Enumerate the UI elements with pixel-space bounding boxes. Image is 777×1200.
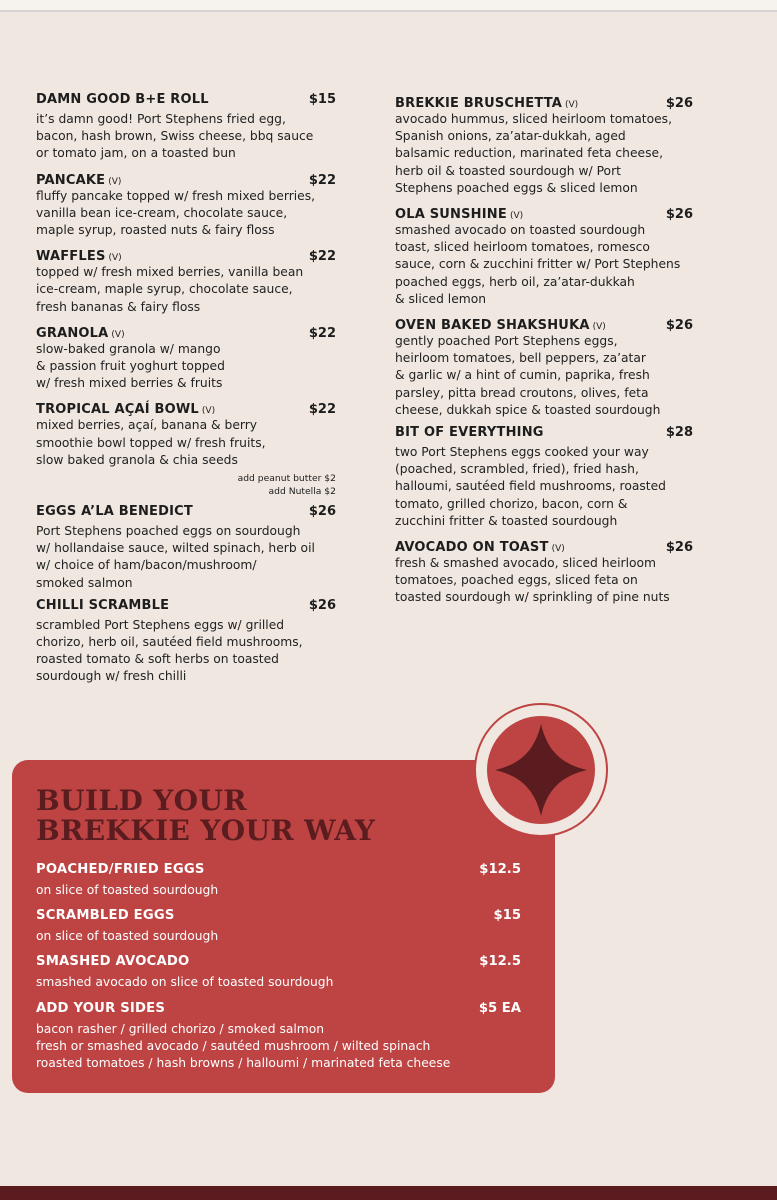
item-desc-line: bacon, hash brown, Swiss cheese, bbq sauce [36,129,314,144]
build-option-sides [36,1001,521,1073]
item-desc-line: fresh & smashed avocado, sliced heirloom [395,556,657,571]
item-name: DAMN GOOD B+E ROLL [36,92,209,107]
item-desc-line: zucchini fritter & toasted sourdough [395,513,618,528]
veg-tag: (V) [509,211,524,222]
item-desc-line: parsley, pitta bread croutons, olives, feta [395,385,649,400]
menu-item-granola [36,322,336,393]
item-desc-line: fresh bananas & fairy floss [36,299,201,314]
item-desc-line: tomato, grilled chorizo, bacon, corn & [395,496,628,511]
star-badge-inner [487,716,595,824]
menu-item-shakshuka [395,314,693,419]
build-option-desc: roasted tomatoes / hash browns / halloumi / marinated feta cheese [36,1056,451,1071]
menu-item-ola-sunshine [395,203,693,308]
item-desc-line: fluffy pancake topped w/ fresh mixed berries, [36,188,316,203]
item-desc-line: chorizo, herb oil, sautéed field mushrooms, [36,635,303,650]
item-price: $22 [308,172,336,188]
item-desc-line: sauce, corn & zucchini fritter w/ Port Stephens [395,257,681,272]
item-desc-line: smoothie bowl topped w/ fresh fruits, [36,435,266,450]
veg-tag: (V) [565,100,579,110]
menu-item-bit-of-everything [395,425,693,530]
item-desc-line: gently poached Port Stephens eggs, [395,334,618,349]
veg-tag: (V) [551,544,565,555]
item-desc-line: slow-baked granola w/ mango [36,341,221,356]
item-price: $26 [665,96,693,111]
menu-item-pancake [36,169,336,240]
item-desc-line: Stephens poached eggs & sliced lemon [395,180,638,195]
item-name: TROPICAL AÇAÍ BOWL [36,402,199,418]
item-desc-line: avocado hummus, sliced heirloom tomatoes, [395,112,672,126]
build-option-price: $12.5 [479,954,521,970]
item-desc-line: & sliced lemon [395,291,487,306]
item-desc-line: w/ choice of ham/bacon/mushroom/ [36,558,257,573]
menu-item-bruschetta [395,92,693,197]
build-option-price: $15 [493,908,521,924]
addon-peanut-butter: add peanut butter $2 [237,473,336,485]
item-name: CHILLI SCRAMBLE [36,597,170,613]
top-strip [0,0,777,12]
star-badge [474,703,608,837]
item-price: $26 [665,540,693,556]
item-desc-line: ice-cream, maple syrup, chocolate sauce, [36,282,293,297]
menu-item-avocado-toast [395,536,693,607]
item-price: $26 [308,504,336,520]
build-option-eggs [36,862,521,899]
item-price: $22 [308,249,336,265]
item-desc-line: slow baked granola & chia seeds [36,452,238,467]
veg-tag: (V) [592,322,606,333]
item-desc-line: or tomato jam, on a toasted bun [36,146,236,161]
item-name: WAFFLES [36,249,106,265]
build-your-brekkie-panel [12,760,555,1093]
item-price: $26 [308,597,336,613]
item-desc-line: scrambled Port Stephens eggs w/ grilled [36,617,285,632]
veg-tag: (V) [111,329,125,340]
item-name: OLA SUNSHINE [395,207,507,223]
build-option-name: POACHED/FRIED EGGS [36,862,205,877]
build-panel-title [36,786,375,846]
menu-item-bandeRoll [36,92,336,163]
item-desc-line: sourdough w/ fresh chilli [36,669,187,684]
build-option-price: $12.5 [479,862,521,877]
item-desc-line: Spanish onions, za’atar-dukkah, aged [395,129,626,144]
item-desc-line: w/ fresh mixed berries & fruits [36,376,223,391]
build-option-scrambled [36,908,521,945]
build-option-price: $5 EA [478,1000,521,1016]
addon-nutella: add Nutella $2 [268,486,336,498]
build-title-line: BREKKIE YOUR WAY [36,814,376,847]
menu-left-column [36,92,336,692]
build-title-line: BUILD YOUR [36,784,247,817]
item-price: $26 [665,318,693,334]
item-desc-line: topped w/ fresh mixed berries, vanilla bean [36,265,304,280]
menu-item-eggs-benedict [36,504,336,592]
item-desc-line: herb oil & toasted sourdough w/ Port [395,163,621,178]
build-option-name: SMASHED AVOCADO [36,954,190,970]
item-desc-line: Port Stephens poached eggs on sourdough [36,524,301,539]
item-desc-line: (poached, scrambled, fried), fried hash, [395,462,639,477]
item-desc-line: & garlic w/ a hint of cumin, paprika, fresh [395,368,650,383]
build-option-name: ADD YOUR SIDES [36,1000,166,1016]
item-price: $28 [665,425,693,441]
item-name: OVEN BAKED SHAKSHUKA [395,318,590,334]
item-desc-line: vanilla bean ice-cream, chocolate sauce, [36,205,288,220]
item-price: $22 [308,325,336,341]
build-options-list [36,862,521,1081]
build-option-desc: on slice of toasted sourdough [36,929,219,944]
item-name: GRANOLA [36,325,109,341]
item-desc-line: smashed avocado on toasted sourdough [395,223,646,238]
item-desc-line: maple syrup, roasted nuts & fairy floss [36,223,275,238]
item-price: $15 [308,92,336,107]
item-desc-line: tomatoes, poached eggs, sliced feta on [395,573,638,588]
item-name: AVOCADO ON TOAST [395,540,549,556]
build-option-avocado [36,954,521,991]
item-name: EGGS A’LA BENEDICT [36,504,193,520]
addon-list [36,472,336,498]
build-option-desc: bacon rasher / grilled chorizo / smoked salmon [36,1021,325,1036]
four-point-star-icon [487,716,595,824]
menu-item-chilli-scramble [36,598,336,686]
item-desc-line: toast, sliced heirloom tomatoes, romesco [395,240,650,255]
bottom-strip [0,1186,777,1200]
item-price: $22 [308,402,336,418]
item-name: BIT OF EVERYTHING [395,425,544,441]
menu-right-column [395,92,693,613]
build-option-desc: smashed avocado on slice of toasted sourdough [36,975,334,990]
item-desc-line: mixed berries, açaí, banana & berry [36,418,258,433]
item-name: BREKKIE BRUSCHETTA [395,96,563,111]
item-desc-line: two Port Stephens eggs cooked your way [395,445,649,460]
item-desc-line: smoked salmon [36,575,133,590]
item-desc-line: it’s damn good! Port Stephens fried egg, [36,112,286,126]
item-desc-line: toasted sourdough w/ sprinkling of pine nuts [395,590,670,605]
item-desc-line: halloumi, sautéed field mushrooms, roasted [395,479,666,494]
item-desc-line: poached eggs, herb oil, za’atar-dukkah [395,274,635,289]
build-option-desc: on slice of toasted sourdough [36,883,219,897]
build-option-name: SCRAMBLED EGGS [36,908,175,924]
item-desc-line: balsamic reduction, marinated feta cheese, [395,146,663,161]
item-price: $26 [665,207,693,223]
item-desc-line: & passion fruit yoghurt topped [36,359,225,374]
menu-item-waffles [36,245,336,316]
item-desc-line: roasted tomato & soft herbs on toasted [36,652,279,667]
item-desc-line: cheese, dukkah spice & toasted sourdough [395,402,661,417]
build-option-desc: fresh or smashed avocado / sautéed mushroom / wilted spinach [36,1038,431,1053]
menu-item-acai-bowl [36,398,336,498]
item-desc-line: w/ hollandaise sauce, wilted spinach, herb oil [36,541,315,556]
veg-tag: (V) [108,176,122,187]
veg-tag: (V) [108,253,122,264]
item-name: PANCAKE [36,172,106,188]
item-desc-line: heirloom tomatoes, bell peppers, za’atar [395,351,646,366]
veg-tag: (V) [201,406,216,417]
